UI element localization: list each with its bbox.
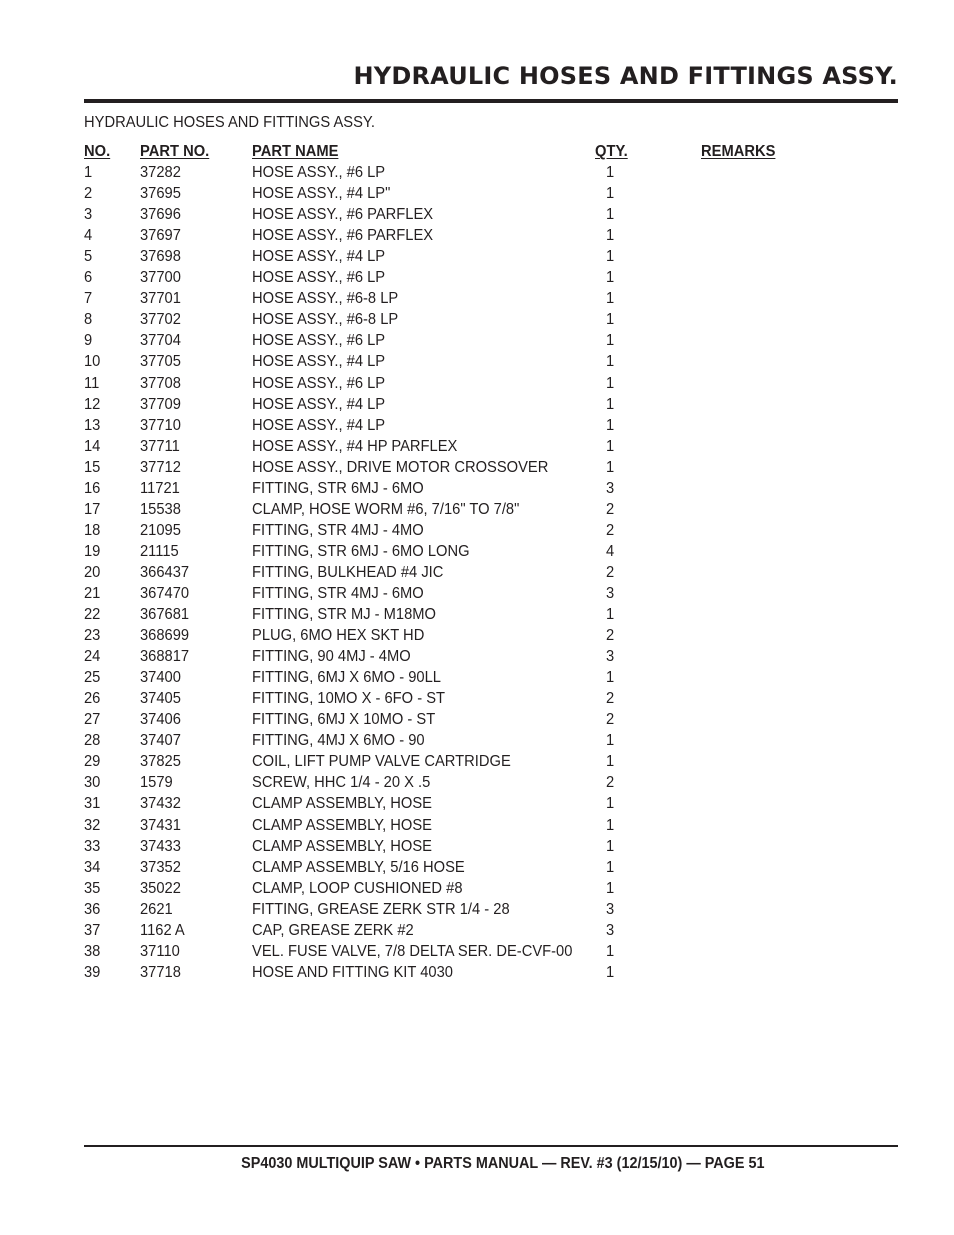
header-remarks: REMARKS <box>701 143 776 160</box>
row-part-name: CLAMP ASSEMBLY, HOSE <box>252 837 432 855</box>
row-qty: 1 <box>606 395 615 413</box>
row-part-no: 37718 <box>140 963 181 981</box>
table-row <box>84 836 898 857</box>
row-part-no: 37702 <box>140 311 181 329</box>
table-row <box>84 246 898 267</box>
row-part-name: FITTING, GREASE ZERK STR 1/4 - 28 <box>252 900 510 918</box>
row-part-name: FITTING, 6MJ X 10MO - ST <box>252 711 436 729</box>
table-row <box>84 351 898 372</box>
row-part-name: HOSE ASSY., #4 HP PARFLEX <box>252 437 458 455</box>
row-qty: 1 <box>606 332 615 350</box>
row-part-no: 37701 <box>140 290 181 308</box>
row-part-name: HOSE ASSY., #6 LP <box>252 164 386 182</box>
row-qty: 3 <box>606 479 615 497</box>
row-part-no: 37405 <box>140 690 181 708</box>
row-part-no: 37696 <box>140 206 181 224</box>
row-part-name: HOSE AND FITTING KIT 4030 <box>252 963 453 981</box>
row-part-no: 1162 A <box>140 921 185 939</box>
row-part-name: HOSE ASSY., #6 LP <box>252 332 386 350</box>
row-qty: 1 <box>606 753 615 771</box>
row-part-no: 37709 <box>140 395 181 413</box>
row-no: 21 <box>84 584 101 602</box>
row-no: 27 <box>84 711 101 729</box>
row-part-name: CLAMP ASSEMBLY, HOSE <box>252 795 432 813</box>
row-part-name: HOSE ASSY., DRIVE MOTOR CROSSOVER <box>252 458 549 476</box>
row-part-no: 21115 <box>140 542 179 560</box>
table-row <box>84 751 898 772</box>
row-qty: 1 <box>606 795 615 813</box>
row-no: 13 <box>84 416 101 434</box>
row-qty: 1 <box>606 290 615 308</box>
row-part-no: 368817 <box>140 648 190 666</box>
row-no: 2 <box>84 185 93 203</box>
row-part-no: 37431 <box>140 816 181 834</box>
row-part-name: FITTING, BULKHEAD #4 JIC <box>252 563 444 581</box>
row-no: 33 <box>84 837 101 855</box>
table-row <box>84 415 898 436</box>
table-row <box>84 604 898 625</box>
row-part-no: 35022 <box>140 879 181 897</box>
row-part-name: HOSE ASSY., #4 LP" <box>252 185 391 203</box>
row-no: 14 <box>84 437 101 455</box>
row-part-no: 37697 <box>140 227 181 245</box>
row-part-no: 37698 <box>140 248 181 266</box>
row-part-no: 366437 <box>140 563 190 581</box>
section-title: HYDRAULIC HOSES AND FITTINGS ASSY. <box>84 114 375 131</box>
row-part-name: CLAMP, LOOP CUSHIONED #8 <box>252 879 463 897</box>
row-no: 37 <box>84 921 101 939</box>
row-no: 18 <box>84 521 101 539</box>
row-qty: 2 <box>606 711 615 729</box>
row-part-name: FITTING, 4MJ X 6MO - 90 <box>252 732 425 750</box>
row-qty: 2 <box>606 500 615 518</box>
title-rule <box>84 99 898 103</box>
row-no: 11 <box>84 374 100 392</box>
row-part-no: 367681 <box>140 606 190 624</box>
row-part-name: FITTING, 6MJ X 6MO - 90LL <box>252 669 441 687</box>
row-part-no: 37825 <box>140 753 181 771</box>
row-no: 30 <box>84 774 101 792</box>
row-part-name: FITTING, STR 6MJ - 6MO <box>252 479 424 497</box>
row-qty: 3 <box>606 584 615 602</box>
row-no: 17 <box>84 500 101 518</box>
table-row <box>84 288 898 309</box>
table-row <box>84 878 898 899</box>
row-qty: 1 <box>606 879 615 897</box>
row-qty: 3 <box>606 900 615 918</box>
row-no: 26 <box>84 690 101 708</box>
row-part-name: HOSE ASSY., #4 LP <box>252 248 386 266</box>
row-part-no: 37711 <box>140 437 180 455</box>
row-no: 4 <box>84 227 93 245</box>
row-part-no: 37712 <box>140 458 181 476</box>
row-qty: 1 <box>606 458 615 476</box>
row-no: 28 <box>84 732 101 750</box>
row-no: 23 <box>84 627 101 645</box>
row-qty: 1 <box>606 437 615 455</box>
row-qty: 3 <box>606 648 615 666</box>
row-qty: 1 <box>606 227 615 245</box>
row-part-no: 37407 <box>140 732 181 750</box>
row-no: 39 <box>84 963 101 981</box>
row-part-no: 37352 <box>140 858 181 876</box>
row-part-name: HOSE ASSY., #6-8 LP <box>252 311 399 329</box>
footer-text: SP4030 MULTIQUIP SAW • PARTS MANUAL — REV. #3 (12/15/10) — PAGE 51 <box>240 1155 764 1172</box>
row-part-name: HOSE ASSY., #4 LP <box>252 353 386 371</box>
row-no: 35 <box>84 879 101 897</box>
row-no: 7 <box>84 290 93 308</box>
row-no: 22 <box>84 606 101 624</box>
row-part-name: FITTING, STR 4MJ - 4MO <box>252 521 424 539</box>
row-no: 36 <box>84 900 101 918</box>
row-part-name: CAP, GREASE ZERK #2 <box>252 921 414 939</box>
row-qty: 1 <box>606 963 615 981</box>
table-row <box>84 562 898 583</box>
table-row <box>84 730 898 751</box>
row-part-name: FITTING, 90 4MJ - 4MO <box>252 648 411 666</box>
row-no: 1 <box>84 164 93 182</box>
row-no: 29 <box>84 753 101 771</box>
row-part-name: FITTING, STR 6MJ - 6MO LONG <box>252 542 470 560</box>
row-no: 16 <box>84 479 101 497</box>
row-qty: 2 <box>606 774 615 792</box>
row-part-no: 367470 <box>140 584 190 602</box>
row-part-no: 15538 <box>140 500 181 518</box>
row-part-name: CLAMP ASSEMBLY, 5/16 HOSE <box>252 858 465 876</box>
header-qty: QTY. <box>595 143 628 160</box>
row-part-name: COIL, LIFT PUMP VALVE CARTRIDGE <box>252 753 511 771</box>
row-part-no: 37110 <box>140 942 180 960</box>
row-qty: 1 <box>606 164 615 182</box>
table-row <box>84 793 898 814</box>
row-no: 38 <box>84 942 101 960</box>
row-qty: 1 <box>606 269 615 287</box>
table-row <box>84 772 898 793</box>
header-part-no: PART NO. <box>140 143 210 160</box>
row-part-no: 37705 <box>140 353 181 371</box>
row-no: 19 <box>84 542 101 560</box>
row-no: 3 <box>84 206 93 224</box>
row-part-name: HOSE ASSY., #6 LP <box>252 374 386 392</box>
row-part-no: 11721 <box>140 479 180 497</box>
row-no: 15 <box>84 458 101 476</box>
row-part-name: SCREW, HHC 1/4 - 20 X .5 <box>252 774 431 792</box>
row-part-name: HOSE ASSY., #6 LP <box>252 269 386 287</box>
row-no: 10 <box>84 353 101 371</box>
row-part-name: PLUG, 6MO HEX SKT HD <box>252 627 425 645</box>
row-part-name: CLAMP ASSEMBLY, HOSE <box>252 816 432 834</box>
row-no: 31 <box>84 795 101 813</box>
row-qty: 2 <box>606 563 615 581</box>
row-qty: 1 <box>606 606 615 624</box>
row-part-name: HOSE ASSY., #6 PARFLEX <box>252 227 434 245</box>
row-qty: 1 <box>606 353 615 371</box>
row-no: 20 <box>84 563 101 581</box>
table-row <box>84 625 898 646</box>
row-part-no: 37695 <box>140 185 181 203</box>
table-row <box>84 330 898 351</box>
row-no: 9 <box>84 332 93 350</box>
table-row <box>84 688 898 709</box>
page-title: HYDRAULIC HOSES AND FITTINGS ASSY. <box>353 62 898 90</box>
row-no: 24 <box>84 648 101 666</box>
table-row <box>84 225 898 246</box>
table-row <box>84 436 898 457</box>
row-qty: 1 <box>606 858 615 876</box>
table-row <box>84 183 898 204</box>
table-row <box>84 941 898 962</box>
table-row <box>84 457 898 478</box>
table-row <box>84 583 898 604</box>
row-part-no: 368699 <box>140 627 190 645</box>
table-row <box>84 541 898 562</box>
row-qty: 1 <box>606 206 615 224</box>
row-qty: 1 <box>606 248 615 266</box>
row-no: 12 <box>84 395 101 413</box>
table-row <box>84 857 898 878</box>
table-body <box>84 162 898 983</box>
row-part-no: 2621 <box>140 900 173 918</box>
table-row <box>84 899 898 920</box>
row-part-name: HOSE ASSY., #6-8 LP <box>252 290 399 308</box>
row-part-no: 21095 <box>140 521 181 539</box>
row-qty: 3 <box>606 921 615 939</box>
table-row <box>84 520 898 541</box>
row-part-no: 37432 <box>140 795 181 813</box>
row-part-no: 37710 <box>140 416 181 434</box>
row-qty: 2 <box>606 690 615 708</box>
row-part-no: 37704 <box>140 332 181 350</box>
table-row <box>84 815 898 836</box>
row-part-name: HOSE ASSY., #4 LP <box>252 395 386 413</box>
table-row <box>84 478 898 499</box>
row-qty: 2 <box>606 627 615 645</box>
table-row <box>84 920 898 941</box>
row-qty: 1 <box>606 669 615 687</box>
row-part-no: 1579 <box>140 774 173 792</box>
row-no: 32 <box>84 816 101 834</box>
table-row <box>84 394 898 415</box>
row-qty: 1 <box>606 185 615 203</box>
parts-table <box>84 141 898 983</box>
row-no: 34 <box>84 858 101 876</box>
table-row <box>84 499 898 520</box>
table-row <box>84 162 898 183</box>
row-part-name: HOSE ASSY., #4 LP <box>252 416 386 434</box>
table-row <box>84 667 898 688</box>
row-no: 8 <box>84 311 93 329</box>
header-no: NO. <box>84 143 111 160</box>
table-row <box>84 646 898 667</box>
row-qty: 1 <box>606 816 615 834</box>
row-part-name: CLAMP, HOSE WORM #6, 7/16" TO 7/8" <box>252 500 520 518</box>
row-part-no: 37406 <box>140 711 181 729</box>
table-row <box>84 373 898 394</box>
table-row <box>84 267 898 288</box>
row-qty: 1 <box>606 942 615 960</box>
row-part-name: FITTING, STR MJ - M18MO <box>252 606 436 624</box>
row-part-no: 37400 <box>140 669 181 687</box>
table-row <box>84 709 898 730</box>
row-part-no: 37282 <box>140 164 181 182</box>
row-no: 6 <box>84 269 93 287</box>
table-row <box>84 962 898 983</box>
row-part-name: HOSE ASSY., #6 PARFLEX <box>252 206 434 224</box>
row-qty: 1 <box>606 311 615 329</box>
row-qty: 1 <box>606 837 615 855</box>
row-qty: 1 <box>606 732 615 750</box>
row-part-no: 37700 <box>140 269 181 287</box>
row-part-name: FITTING, 10MO X - 6FO - ST <box>252 690 446 708</box>
table-header-row <box>84 141 898 162</box>
table-row <box>84 204 898 225</box>
row-qty: 1 <box>606 374 615 392</box>
row-part-no: 37708 <box>140 374 181 392</box>
row-part-no: 37433 <box>140 837 181 855</box>
footer-rule <box>84 1145 898 1147</box>
header-part-name: PART NAME <box>252 143 339 160</box>
row-no: 25 <box>84 669 101 687</box>
row-qty: 4 <box>606 542 615 560</box>
table-row <box>84 309 898 330</box>
row-qty: 1 <box>606 416 615 434</box>
row-part-name: VEL. FUSE VALVE, 7/8 DELTA SER. DE-CVF-00 <box>252 942 573 960</box>
row-no: 5 <box>84 248 93 266</box>
row-part-name: FITTING, STR 4MJ - 6MO <box>252 584 424 602</box>
row-qty: 2 <box>606 521 615 539</box>
